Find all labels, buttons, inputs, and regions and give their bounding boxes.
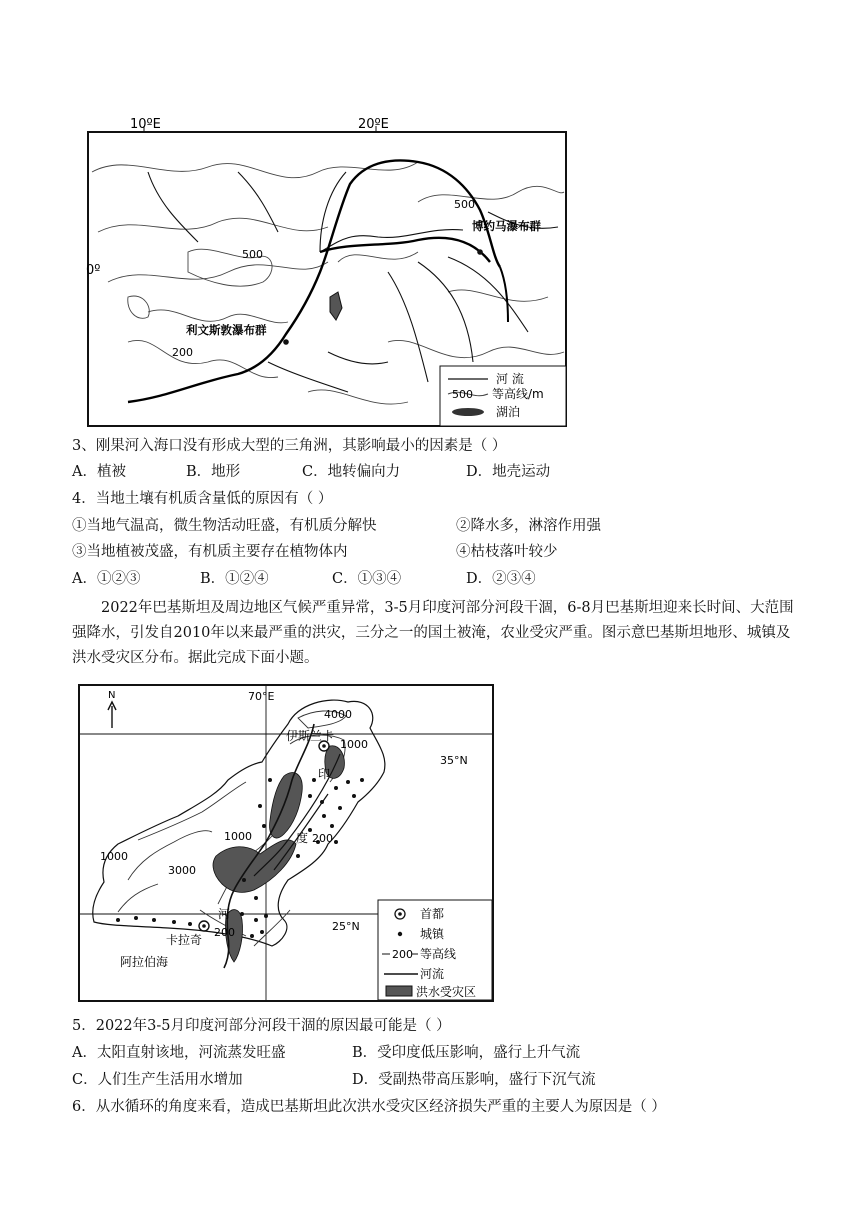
q4-option-d: D．②③④ xyxy=(466,571,536,587)
contour-label: 1000 xyxy=(100,850,128,863)
lat-label-35n: 35°N xyxy=(440,754,468,767)
congo-river-map xyxy=(88,112,568,428)
map2-legend xyxy=(378,900,492,1000)
question-4-stem: 4．当地土壤有机质含量低的原因有（ ） xyxy=(72,491,333,507)
q3-option-c: C．地转偏向力 xyxy=(302,464,401,480)
q4-option-b: B．①②④ xyxy=(200,571,269,587)
legend-town-label: 城镇 xyxy=(420,927,445,941)
q4-statement-3: ③当地植被茂盛，有机质主要存在植物体内 xyxy=(72,544,348,560)
place-label-livingstone: 利文斯敦瀑布群 xyxy=(186,323,267,337)
q4-statement-4: ④枯枝落叶较少 xyxy=(456,544,558,560)
q3-option-a: A．植被 xyxy=(72,464,126,480)
north-label: N xyxy=(108,690,116,701)
place-label-boyoma: 博约马瀑布群 xyxy=(472,219,541,233)
contour-label: 200 xyxy=(312,832,333,845)
question-5-stem: 5．2022年3-5月印度河部分河段干涸的原因最可能是（ ） xyxy=(72,1018,451,1034)
contour-label: 200 xyxy=(172,346,193,359)
legend-lake-label: 湖泊 xyxy=(496,405,521,419)
legend-contour-value: 200 xyxy=(392,948,413,961)
q4-statement-1: ①当地气温高，微生物活动旺盛，有机质分解快 xyxy=(72,518,377,534)
boyoma-falls-point xyxy=(477,249,483,255)
map1-legend xyxy=(440,366,566,426)
contour-label: 200 xyxy=(214,926,235,939)
place-label-islamabad: 伊斯兰卡 xyxy=(286,729,335,743)
lat-label-25n: 25°N xyxy=(332,920,360,933)
q3-option-b: B．地形 xyxy=(186,464,241,480)
q5-option-b: B．受印度低压影响，盛行上升气流 xyxy=(352,1045,581,1061)
reading-passage: 2022年巴基斯坦及周边地区气候严重异常，3-5月印度河部分河段干涸，6-8月巴基斯坦迎来长时间、大范围强降水，引发自2010年以来最严重的洪灾，三分之一的国土被淹，农业受灾严重。图示意巴基斯坦地形、城镇及洪水受灾区分布。据此完成下面小题。 xyxy=(72,600,794,666)
river-label-char: 河 xyxy=(218,907,231,921)
q4-statement-2: ②降水多，淋溶作用强 xyxy=(456,518,601,534)
legend-contour-label: 等高线/m xyxy=(492,387,544,401)
question-6-stem: 6．从水循环的角度来看，造成巴基斯坦此次洪水受灾区经济损失严重的主要人为原因是（ ） xyxy=(72,1099,666,1115)
question-3-stem: 3、刚果河入海口没有形成大型的三角洲，其影响最小的因素是（ ） xyxy=(72,438,507,454)
pakistan-map xyxy=(78,684,494,1002)
q5-option-c: C．人们生产生活用水增加 xyxy=(72,1072,243,1088)
contour-label: 500 xyxy=(454,198,475,211)
q4-option-a: A．①②③ xyxy=(72,571,141,587)
legend-river-label: 河 流 xyxy=(496,372,524,386)
legend-river-label: 河流 xyxy=(420,967,445,981)
contour-label: 1000 xyxy=(224,830,252,843)
lon-label-10e: 10ºE xyxy=(130,117,161,132)
legend-capital-label: 首都 xyxy=(420,907,445,921)
contour-label: 3000 xyxy=(168,864,196,877)
contour-label: 500 xyxy=(242,248,263,261)
q5-option-d: D．受副热带高压影响，盛行下沉气流 xyxy=(352,1072,596,1088)
contour-label: 1000 xyxy=(340,738,368,751)
place-label-karachi: 卡拉奇 xyxy=(166,933,203,947)
livingstone-falls-point xyxy=(283,339,289,345)
lon-label-20e: 20ºE xyxy=(358,117,389,132)
lon-label-70e: 70°E xyxy=(248,690,275,703)
lat-label-0: 0º xyxy=(86,263,101,278)
river-label-char: 印 xyxy=(318,767,331,781)
q4-option-c: C．①③④ xyxy=(332,571,402,587)
legend-contour-label: 等高线 xyxy=(420,947,457,961)
contour-label: 4000 xyxy=(324,708,352,721)
place-label-arabian-sea: 阿拉伯海 xyxy=(120,955,169,969)
legend-flood-label: 洪水受灾区 xyxy=(416,985,477,999)
q3-option-d: D．地壳运动 xyxy=(466,464,551,480)
legend-contour-value: 500 xyxy=(452,388,473,401)
river-label-char: 度 xyxy=(296,831,309,845)
q5-option-a: A．太阳直射该地，河流蒸发旺盛 xyxy=(72,1045,286,1061)
